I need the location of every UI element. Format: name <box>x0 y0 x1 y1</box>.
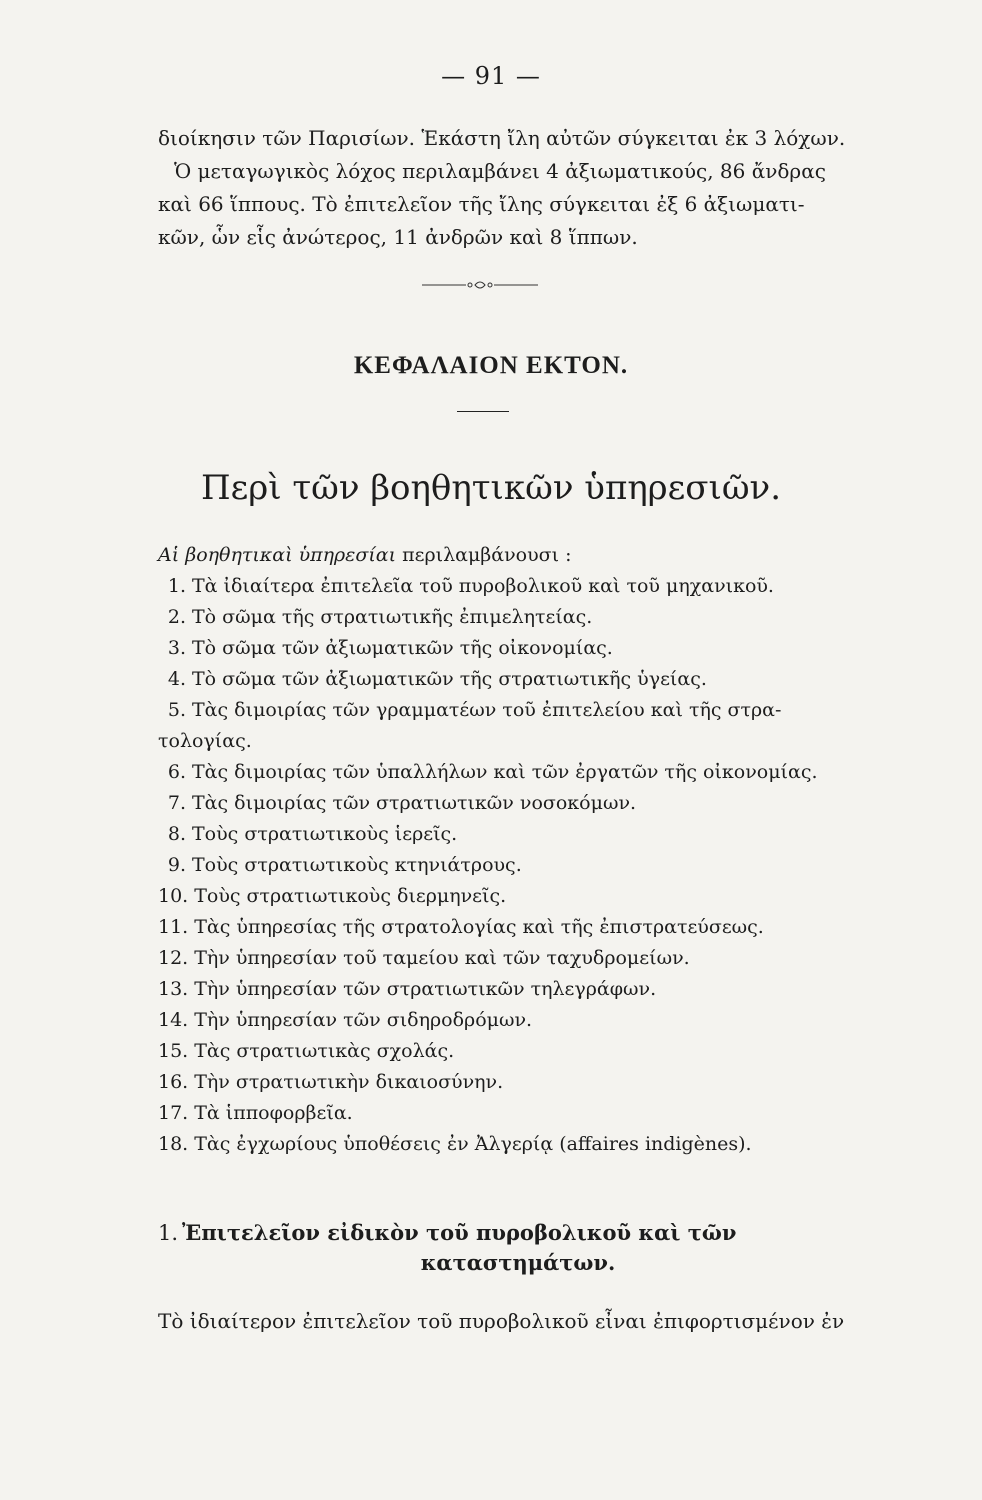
services-list <box>158 571 858 1160</box>
list-item-number: 3. <box>167 637 186 659</box>
list-item-number: 4. <box>167 668 186 690</box>
page-number: — 91 — <box>441 62 541 90</box>
list-item-number: 18. <box>158 1133 189 1155</box>
intro-line-2: Ὁ μεταγωγικὸς λόχος περιλαμβάνει 4 ἀξιωματικούς, 86 ἄνδρας <box>174 159 826 183</box>
list-item-text: Τοὺς στρατιωτικοὺς κτηνιάτρους. <box>192 854 522 876</box>
list-item-text: Τὴν ὑπηρεσίαν τῶν στρατιωτικῶν τηλεγράφων. <box>194 978 657 1000</box>
list-item-number: 1. <box>167 575 186 597</box>
list-item <box>158 757 858 788</box>
list-item <box>158 571 858 602</box>
list-item-continuation: τολογίας. <box>158 730 252 752</box>
list-item <box>158 1098 858 1129</box>
list-item <box>158 1129 858 1160</box>
list-item-text: Τὸ σῶμα τῆς στρατιωτικῆς ἐπιμελητείας. <box>192 606 593 628</box>
list-item <box>158 850 858 881</box>
list-item-number: 9. <box>167 854 186 876</box>
intro-line-3: καὶ 66 ἵππους. Τὸ ἐπιτελεῖον τῆς ἴλης σύγκειται ἐξ 6 ἀξιωματι- <box>158 192 805 216</box>
chapter-heading: ΚΕΦΑΛΑΙΟΝ ΕΚΤΟΝ. <box>353 352 629 379</box>
ornament-divider-icon <box>420 279 540 291</box>
list-item <box>158 788 858 819</box>
list-item <box>158 819 858 850</box>
list-item-number: 14. <box>158 1009 189 1031</box>
list-item <box>158 602 858 633</box>
list-item <box>158 943 858 974</box>
list-item <box>158 695 858 757</box>
list-item-number: 2. <box>167 606 186 628</box>
list-item-text: Τὰς διμοιρίας τῶν γραμματέων τοῦ ἐπιτελείου καὶ τῆς στρα- <box>192 699 782 721</box>
list-item <box>158 1036 858 1067</box>
intro-line-1: διοίκησιν τῶν Παρισίων. Ἑκάστη ἴλη αὐτῶν σύγκειται ἐκ 3 λόχων. <box>158 126 846 150</box>
list-item-text: Τὴν στρατιωτικὴν δικαιοσύνην. <box>194 1071 504 1093</box>
list-item-text: Τὰς διμοιρίας τῶν ὑπαλλήλων καὶ τῶν ἐργατῶν τῆς οἰκονομίας. <box>192 761 818 783</box>
list-item-text: Τοὺς στρατιωτικοὺς ἱερεῖς. <box>192 823 458 845</box>
list-item-text: Τὸ σῶμα τῶν ἀξιωματικῶν τῆς οἰκονομίας. <box>192 637 613 659</box>
list-item-text: Τοὺς στρατιωτικοὺς διερμηνεῖς. <box>194 885 507 907</box>
list-item <box>158 912 858 943</box>
list-item-number: 8. <box>167 823 186 845</box>
list-item-text: Τὰς ἐγχωρίους ὑποθέσεις ἐν Ἀλγερίᾳ (affaires indigènes). <box>194 1133 752 1155</box>
list-item-number: 5. <box>167 699 186 721</box>
heading-rule <box>457 411 509 412</box>
services-list-block <box>158 540 858 1160</box>
intro-paragraph <box>158 122 858 254</box>
list-item-text: Τὴν ὑπηρεσίαν τοῦ ταμείου καὶ τῶν ταχυδρομείων. <box>194 947 690 969</box>
list-item-number: 10. <box>158 885 189 907</box>
list-item-text: Τὴν ὑπηρεσίαν τῶν σιδηροδρόμων. <box>194 1009 533 1031</box>
list-item-number: 15. <box>158 1040 189 1062</box>
list-item-text: Τὰ ἰδιαίτερα ἐπιτελεῖα τοῦ πυροβολικοῦ καὶ τοῦ μηχανικοῦ. <box>192 575 774 597</box>
list-item <box>158 1005 858 1036</box>
list-item-number: 12. <box>158 947 189 969</box>
list-item-text: Τὸ σῶμα τῶν ἀξιωματικῶν τῆς στρατιωτικῆς ὑγείας. <box>192 668 707 690</box>
subsection-line-1: Ἐπιτελεῖον εἰδικὸν τοῦ πυροβολικοῦ καὶ τῶν <box>182 1220 737 1245</box>
list-item <box>158 664 858 695</box>
list-item-number: 16. <box>158 1071 189 1093</box>
list-item-text: Τὰ ἱπποφορβεῖα. <box>194 1102 353 1124</box>
list-item <box>158 974 858 1005</box>
list-item <box>158 633 858 664</box>
subsection-number: 1. <box>158 1221 179 1245</box>
list-item-number: 11. <box>158 916 189 938</box>
list-item-number: 6. <box>167 761 186 783</box>
list-item-number: 17. <box>158 1102 189 1124</box>
list-lead <box>158 540 858 571</box>
list-item-number: 7. <box>167 792 186 814</box>
list-item-number: 13. <box>158 978 189 1000</box>
list-item-text: Τὰς στρατιωτικὰς σχολάς. <box>194 1040 455 1062</box>
intro-line-4: κῶν, ὧν εἷς ἀνώτερος, 11 ἀνδρῶν καὶ 8 ἵππων. <box>158 225 638 249</box>
closing-line: Τὸ ἰδιαίτερον ἐπιτελεῖον τοῦ πυροβολικοῦ εἶναι ἐπιφορτισμένον ἐν <box>158 1309 845 1333</box>
list-item <box>158 1067 858 1098</box>
list-item <box>158 881 858 912</box>
subsection-heading <box>158 1218 858 1278</box>
section-title: Περὶ τῶν βοηθητικῶν ὑπηρεσιῶν. <box>200 468 782 508</box>
subsection-line-2: καταστημάτων. <box>420 1250 616 1275</box>
list-lead-rest: περιλαμβάνουσι : <box>396 544 572 566</box>
list-lead-italic: Αἱ βοηθητικαὶ ὑπηρεσίαι <box>158 544 397 566</box>
list-item-text: Τὰς ὑπηρεσίας τῆς στρατολογίας καὶ τῆς ἐπιστρατεύσεως. <box>194 916 764 938</box>
list-item-text: Τὰς διμοιρίας τῶν στρατιωτικῶν νοσοκόμων. <box>192 792 637 814</box>
